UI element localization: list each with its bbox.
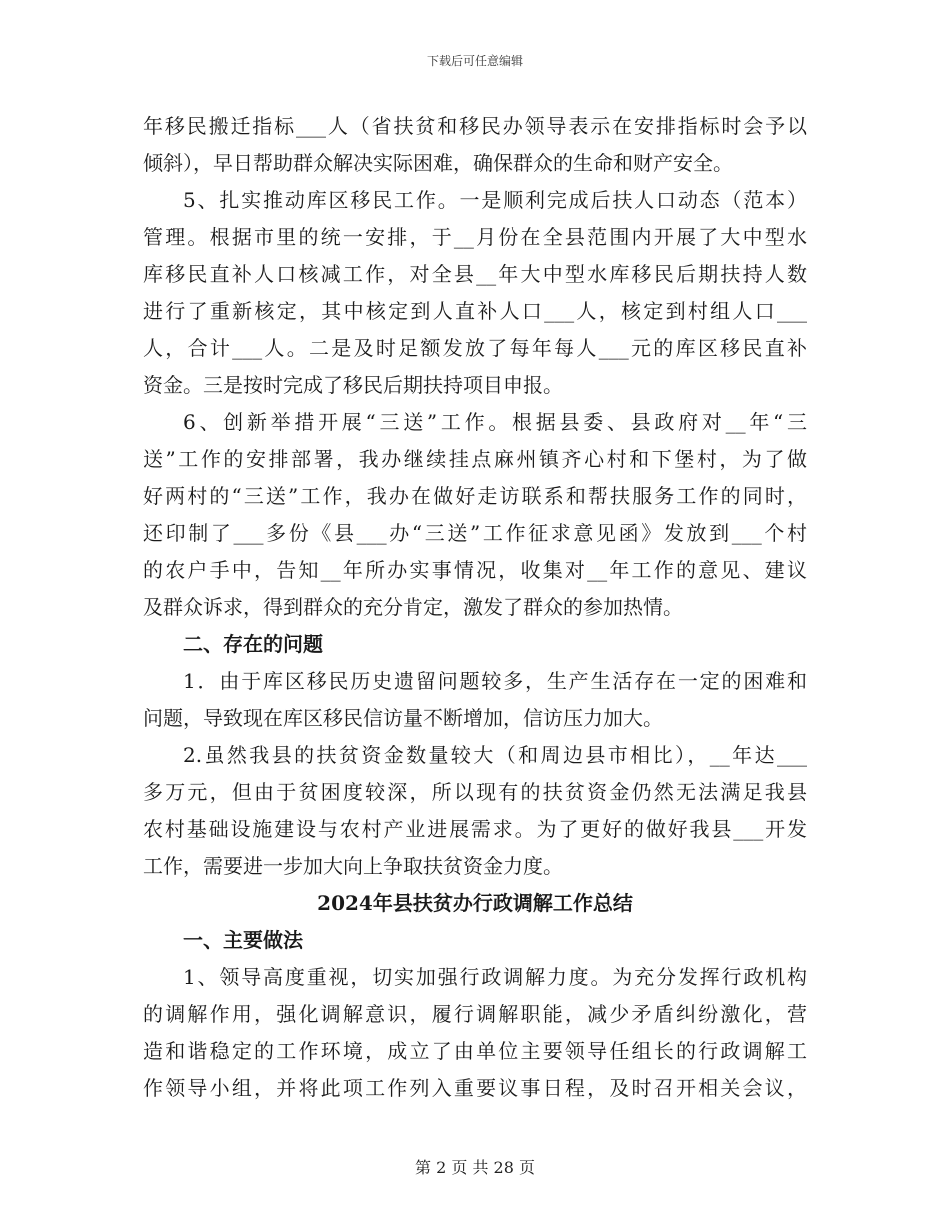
text-line: 问题，导致现在库区移民信访量不断增加，信访压力加大。 [143, 706, 663, 730]
text-line: 造和谐稳定的工作环境，成立了由单位主要领导任组长的行政调解工 [143, 1039, 807, 1063]
text-line: 好两村的“三送”工作，我办在做好走访联系和帮扶服务工作的同时， [143, 484, 807, 508]
document-body [143, 108, 807, 1107]
text-line: 年移民搬迁指标___人（省扶贫和移民办领导表示在安排指标时会予以 [143, 114, 807, 138]
text-line: 5、扎实推动库区移民工作。一是顺利完成后扶人口动态（范本） [183, 188, 807, 212]
page-header-note: 下载后可任意编辑 [426, 54, 523, 68]
text-line: 送”工作的安排部署，我办继续挂点麻州镇齐心村和下堡村，为了做 [143, 447, 807, 471]
document-title: 2024年县扶贫办行政调解工作总结 [317, 891, 633, 915]
text-line: 作领导小组，并将此项工作列入重要议事日程，及时召开相关会议， [143, 1076, 807, 1100]
text-line: 的调解作用，强化调解意识，履行调解职能，减少矛盾纠纷激化，营 [143, 1002, 807, 1026]
text-line: 6、创新举措开展“三送”工作。根据县委、县政府对__年“三 [183, 410, 807, 434]
text-line: 的农户手中，告知__年所办实事情况，收集对__年工作的意见、建议 [143, 558, 807, 582]
text-line: 工作，需要进一步加大向上争取扶贫资金力度。 [143, 854, 563, 878]
text-line: 管理。根据市里的统一安排，于__月份在全县范围内开展了大中型水 [143, 225, 807, 249]
text-line: 多万元，但由于贫困度较深，所以现有的扶贫资金仍然无法满足我县 [143, 780, 807, 804]
text-line: 资金。三是按时完成了移民后期扶持项目申报。 [143, 373, 563, 397]
section-heading: 一、主要做法 [183, 928, 303, 952]
text-line: 人，合计___人。二是及时足额发放了每年每人___元的库区移民直补 [143, 336, 807, 360]
text-line: 1、领导高度重视，切实加强行政调解力度。为充分发挥行政机构 [183, 965, 807, 989]
page-number: 第 2 页 共 28 页 [415, 1158, 535, 1177]
text-line: 库移民直补人口核减工作，对全县__年大中型水库移民后期扶持人数 [143, 262, 807, 286]
text-line: 2.虽然我县的扶贫资金数量较大（和周边县市相比），__年达___ [183, 743, 807, 767]
text-line: 1．由于库区移民历史遗留问题较多，生产生活存在一定的困难和 [183, 669, 807, 693]
section-heading: 二、存在的问题 [183, 632, 323, 656]
text-line: 进行了重新核定，其中核定到人直补人口___人，核定到村组人口___ [143, 299, 807, 323]
text-line: 倾斜），早日帮助群众解决实际困难，确保群众的生命和财产安全。 [143, 151, 733, 175]
text-line: 农村基础设施建设与农村产业进展需求。为了更好的做好我县___开发 [143, 817, 807, 841]
text-line: 及群众诉求，得到群众的充分肯定，激发了群众的参加热情。 [143, 595, 683, 619]
text-line: 还印制了___多份《县___办“三送”工作征求意见函》发放到___个村 [143, 521, 807, 545]
